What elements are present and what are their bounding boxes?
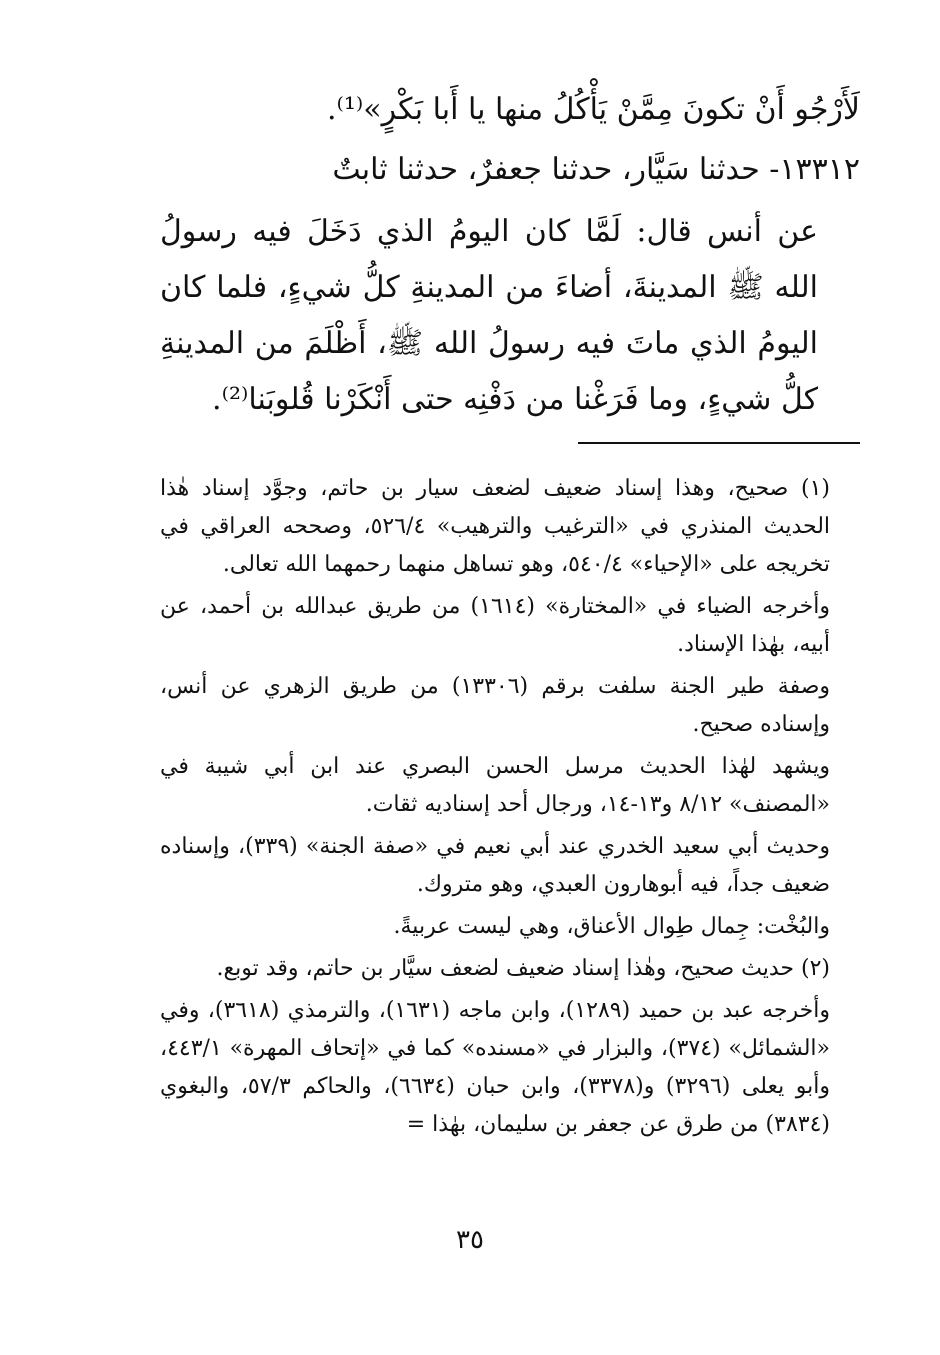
footnotes [160, 470, 860, 1144]
hadith-body: عن أنس قال: لَمَّا كان اليومُ الذي دَخَلَ فيه رسولُ الله ﷺ المدينةَ، أضاءَ من المدينةِ كلُّ شيءٍ، فلما كان اليومُ الذي ماتَ فيه رسولُ الله ﷺ، أَظْلَمَ من المدينةِ كلُّ شيءٍ، وما فَرَغْنا من دَفْنِه حتى أَنْكَرْنا قُلوبَنا⁽²⁾. [160, 214, 818, 417]
footnote-1: (١) صحيح، وهذا إسناد ضعيف لضعف سيار بن حاتم، وجوَّد إسناد هٰذا الحديث المنذري في «الترغيب والترهيب» ٥٢٦/٤، وصححه العراقي في تخريجه على «الإحياء» ٥٤٠/٤، وهو تساهل منهما رحمهما الله تعالى. [160, 476, 831, 577]
main-text [160, 82, 860, 428]
footnote-2: (٢) حديث صحيح، وهٰذا إسناد ضعيف لضعف سيَّار بن حاتم، وقد توبع. [216, 956, 830, 981]
footnote-paragraph: وحديث أبي سعيد الخدري عند أبي نعيم في «صفة الجنة» (٣٣٩)، وإسناده ضعيف جداً، فيه أبوهارون العبدي، وهو متروك. [160, 834, 830, 897]
footnote-paragraph: ويشهد لهٰذا الحديث مرسل الحسن البصري عند ابن أبي شيبة في «المصنف» ٨/١٢ و١٣-١٤، ورجال أحد إسناديه ثقات. [160, 754, 830, 817]
hadith-header: ١٣٣١٢- حدثنا سَيَّار، حدثنا جعفرٌ، حدثنا ثابتٌ [332, 152, 860, 187]
footnote-paragraph: والبُخْت: جِمال طِوال الأعناق، وهي ليست عربيةً. [393, 914, 830, 939]
page-number: ٣٥ [456, 1225, 484, 1255]
footnote-divider [578, 442, 860, 444]
footnote-paragraph: وصفة طير الجنة سلفت برقم (١٣٣٠٦) من طريق الزهري عن أنس، وإسناده صحيح. [160, 674, 830, 737]
footnote-paragraph: وأخرجه عبد بن حميد (١٢٨٩)، وابن ماجه (١٦٣١)، والترمذي (٣٦١٨)، وفي «الشمائل» (٣٧٤)، والبزار في «مسنده» كما في «إتحاف المهرة» ٤٤٣/١، وأبو يعلى (٣٢٩٦) و(٣٣٧٨)، وابن حبان (٦٦٣٤)، والحاكم ٥٧/٣، والبغوي (٣٨٣٤) من طرق عن جعفر بن سليمان، بهٰذا = [160, 998, 831, 1137]
footnote-paragraph: وأخرجه الضياء في «المختارة» (١٦١٤) من طريق عبدالله بن أحمد، عن أبيه، بهٰذا الإسناد. [160, 594, 830, 657]
continuation-line: لَأَرْجُو أَنْ تكونَ مِمَّنْ يَأْكُلُ منها يا أَبا بَكْرٍ»⁽¹⁾. [326, 92, 860, 127]
